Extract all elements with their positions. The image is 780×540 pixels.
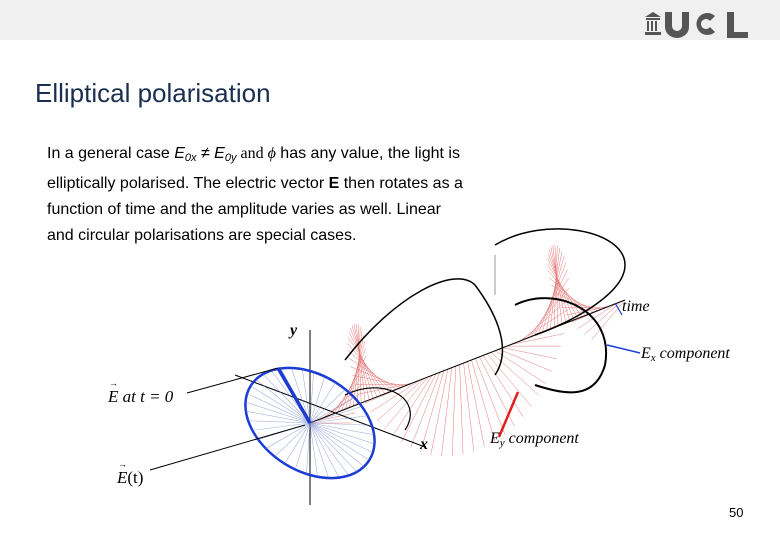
helix-line [511, 334, 564, 345]
helix-line [460, 365, 463, 455]
math-E-at-t0-rest: at t = 0 [118, 387, 174, 406]
label-Ex-var: E [641, 345, 651, 362]
helix-outline-2 [495, 229, 625, 335]
ellipse-spoke [306, 423, 310, 474]
and-word: and [236, 145, 268, 162]
label-Ey-rest: component [504, 430, 579, 447]
label-time: time [622, 298, 650, 315]
label-Ex-sub: x [650, 352, 656, 364]
helix-line [431, 369, 448, 454]
sub-0y: 0y [224, 152, 237, 164]
helix-line [503, 348, 557, 359]
slide-title: Elliptical polarisation [35, 78, 271, 108]
pointer-Ex [607, 345, 640, 353]
label-Ex-rest: component [655, 345, 730, 362]
math-E-of-t-rest: (t) [127, 468, 144, 487]
helix-line [548, 254, 574, 320]
label-y: y [290, 322, 298, 339]
text-part2: has any value, the light is elliptically polarised. The electric vector [47, 145, 460, 192]
polarisation-diagram [95, 225, 775, 525]
helix-line [592, 300, 625, 340]
label-Ey-component [490, 430, 579, 449]
ellipse-spoke [310, 423, 318, 477]
text-part3: then rotates as a function of time and the amplitude varies as well. Linear and circular polarisations are special cases. [47, 175, 463, 244]
label-Ey-sub: y [499, 437, 505, 449]
helix-line [487, 354, 531, 407]
ellipse-spoke [310, 372, 314, 423]
helix-line [468, 362, 485, 448]
helix-lines [310, 245, 625, 456]
helix-outline-1 [345, 279, 502, 375]
helix-line [441, 368, 451, 456]
page-number: 50 [729, 505, 744, 520]
helix-line [464, 363, 474, 451]
ellipse-spoke [310, 423, 329, 478]
neq-symbol: ≠ [196, 145, 215, 162]
phi-symbol: ϕ [267, 145, 276, 162]
bold-E: E [328, 175, 340, 192]
label-x: x [420, 436, 428, 453]
label-Ey-var: E [490, 430, 500, 447]
helix-line [547, 259, 577, 319]
ellipse-spoke [252, 423, 310, 430]
label-Ex-component [641, 345, 730, 364]
math-E-of-t [117, 468, 143, 488]
helix-line [452, 366, 455, 456]
ucl-logo [645, 8, 757, 38]
time-axis [310, 300, 625, 423]
var-E0x: E [174, 145, 185, 162]
math-E-of-t-var: → E [117, 468, 127, 487]
math-E-at-t0-var: → E [108, 387, 118, 406]
var-E0y: E [214, 145, 225, 162]
helix-line [584, 302, 621, 335]
sub-0x: 0x [184, 152, 197, 164]
pointer-E-t0 [187, 368, 278, 393]
helix-line [491, 352, 539, 395]
text-part1: In a general case [47, 145, 175, 162]
math-E-at-t0 [108, 387, 173, 407]
helix-line [483, 355, 523, 416]
